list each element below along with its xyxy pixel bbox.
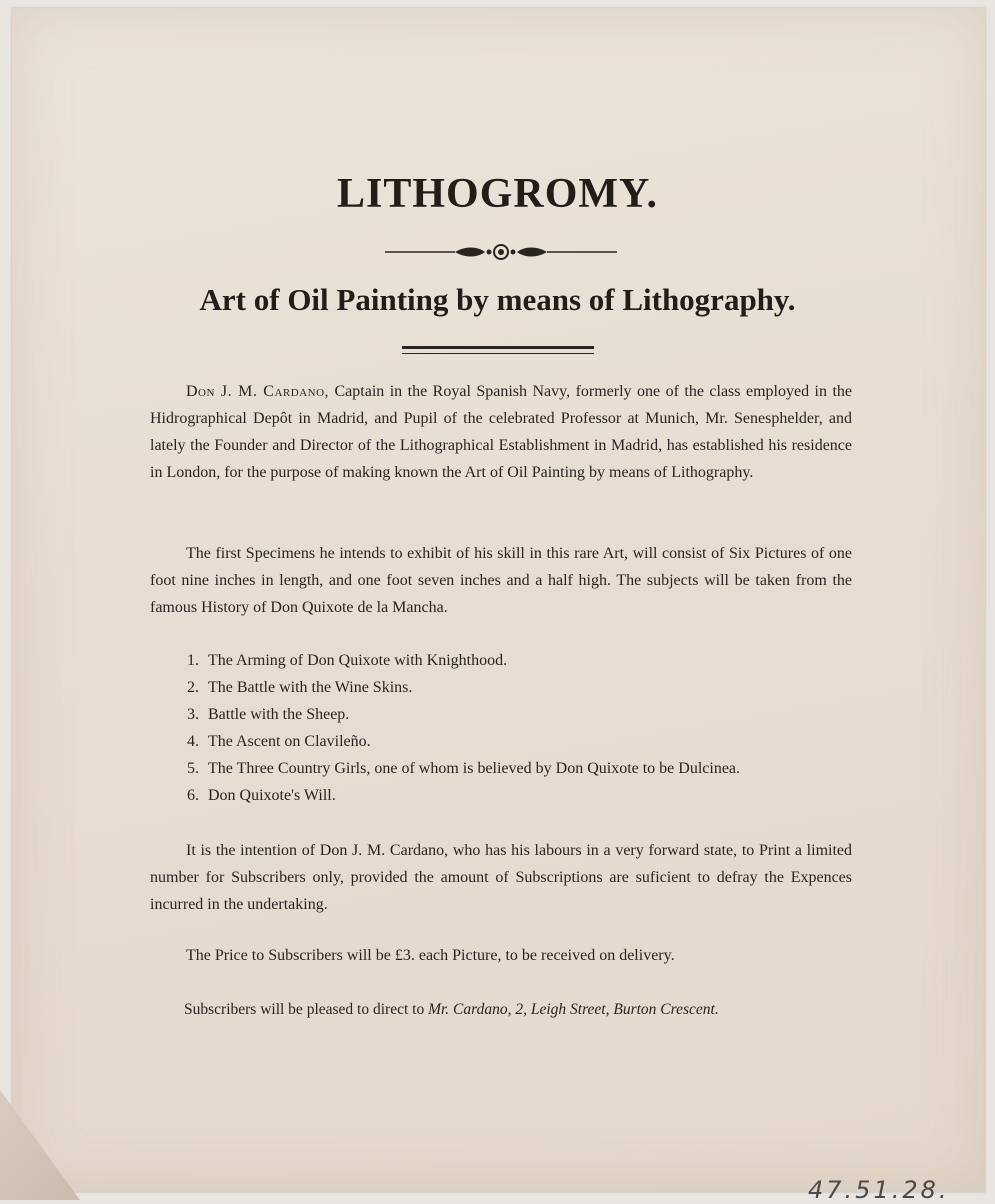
list-item-text: The Battle with the Wine Skins. bbox=[208, 679, 413, 696]
list-item-text: The Three Country Girls, one of whom is believed by Don Quixote to be Dulcinea. bbox=[208, 760, 741, 777]
list-item-number: 6. bbox=[187, 787, 199, 804]
list-item-number: 2. bbox=[187, 679, 199, 696]
inventory-number: 47.51.28. bbox=[808, 1176, 950, 1204]
ornament-divider-icon bbox=[385, 242, 617, 262]
list-item bbox=[187, 728, 867, 755]
direct-paragraph bbox=[184, 996, 864, 1023]
list-item-number: 5. bbox=[187, 760, 199, 777]
page-title: LITHOGROMY. bbox=[337, 171, 658, 217]
list-item-text: The Ascent on Clavileño. bbox=[208, 733, 371, 750]
list-item-text: The Arming of Don Quixote with Knighthood. bbox=[208, 652, 508, 669]
direct-lead: Subscribers will be pleased to direct to bbox=[184, 1001, 425, 1018]
pictures-list bbox=[187, 647, 867, 809]
list-item-number: 1. bbox=[187, 652, 199, 669]
double-rule-divider bbox=[402, 346, 594, 354]
list-item bbox=[187, 755, 867, 782]
list-item-text: Battle with the Sheep. bbox=[208, 706, 350, 723]
price-paragraph: The Price to Subscribers will be £3. each Picture, to be received on delivery. bbox=[186, 947, 675, 964]
list-item bbox=[187, 782, 867, 809]
intro-name: Don J. M. Cardano, bbox=[186, 383, 330, 400]
page-subtitle: Art of Oil Painting by means of Lithography. bbox=[199, 282, 796, 317]
list-item-number: 3. bbox=[187, 706, 199, 723]
direct-address: Mr. Cardano, 2, Leigh Street, Burton Crescent. bbox=[428, 1001, 719, 1018]
list-item-number: 4. bbox=[187, 733, 199, 750]
list-item bbox=[187, 647, 867, 674]
list-item-text: Don Quixote's Will. bbox=[208, 787, 336, 804]
intention-paragraph: It is the intention of Don J. M. Cardano, who has his labours in a very forward state, to Print a limited number for Subscribers only, provided the amount of Subscriptions are suficient to defray the Expences incurred in the undertaking. bbox=[150, 842, 852, 913]
intro-text: Captain in the Royal Spanish Navy, formerly one of the class employed in the Hidrographical Depôt in Madrid, and Pupil of the celebrated Professor at Munich, Mr. Senesphelder, and lately the Founder and Director of the Lithographical Establishment in Madrid, has established his residence in London, for the purpose of making known the Art of Oil Painting by means of Lithography. bbox=[150, 383, 852, 481]
intro-paragraph bbox=[150, 378, 852, 486]
list-item bbox=[187, 674, 867, 701]
list-item bbox=[187, 701, 867, 728]
specimens-paragraph: The first Specimens he intends to exhibit of his skill in this rare Art, will consist of Six Pictures of one foot nine inches in length, and one foot seven inches and a half high. The subjects will be taken from the famous History of Don Quixote de la Mancha. bbox=[150, 545, 852, 616]
